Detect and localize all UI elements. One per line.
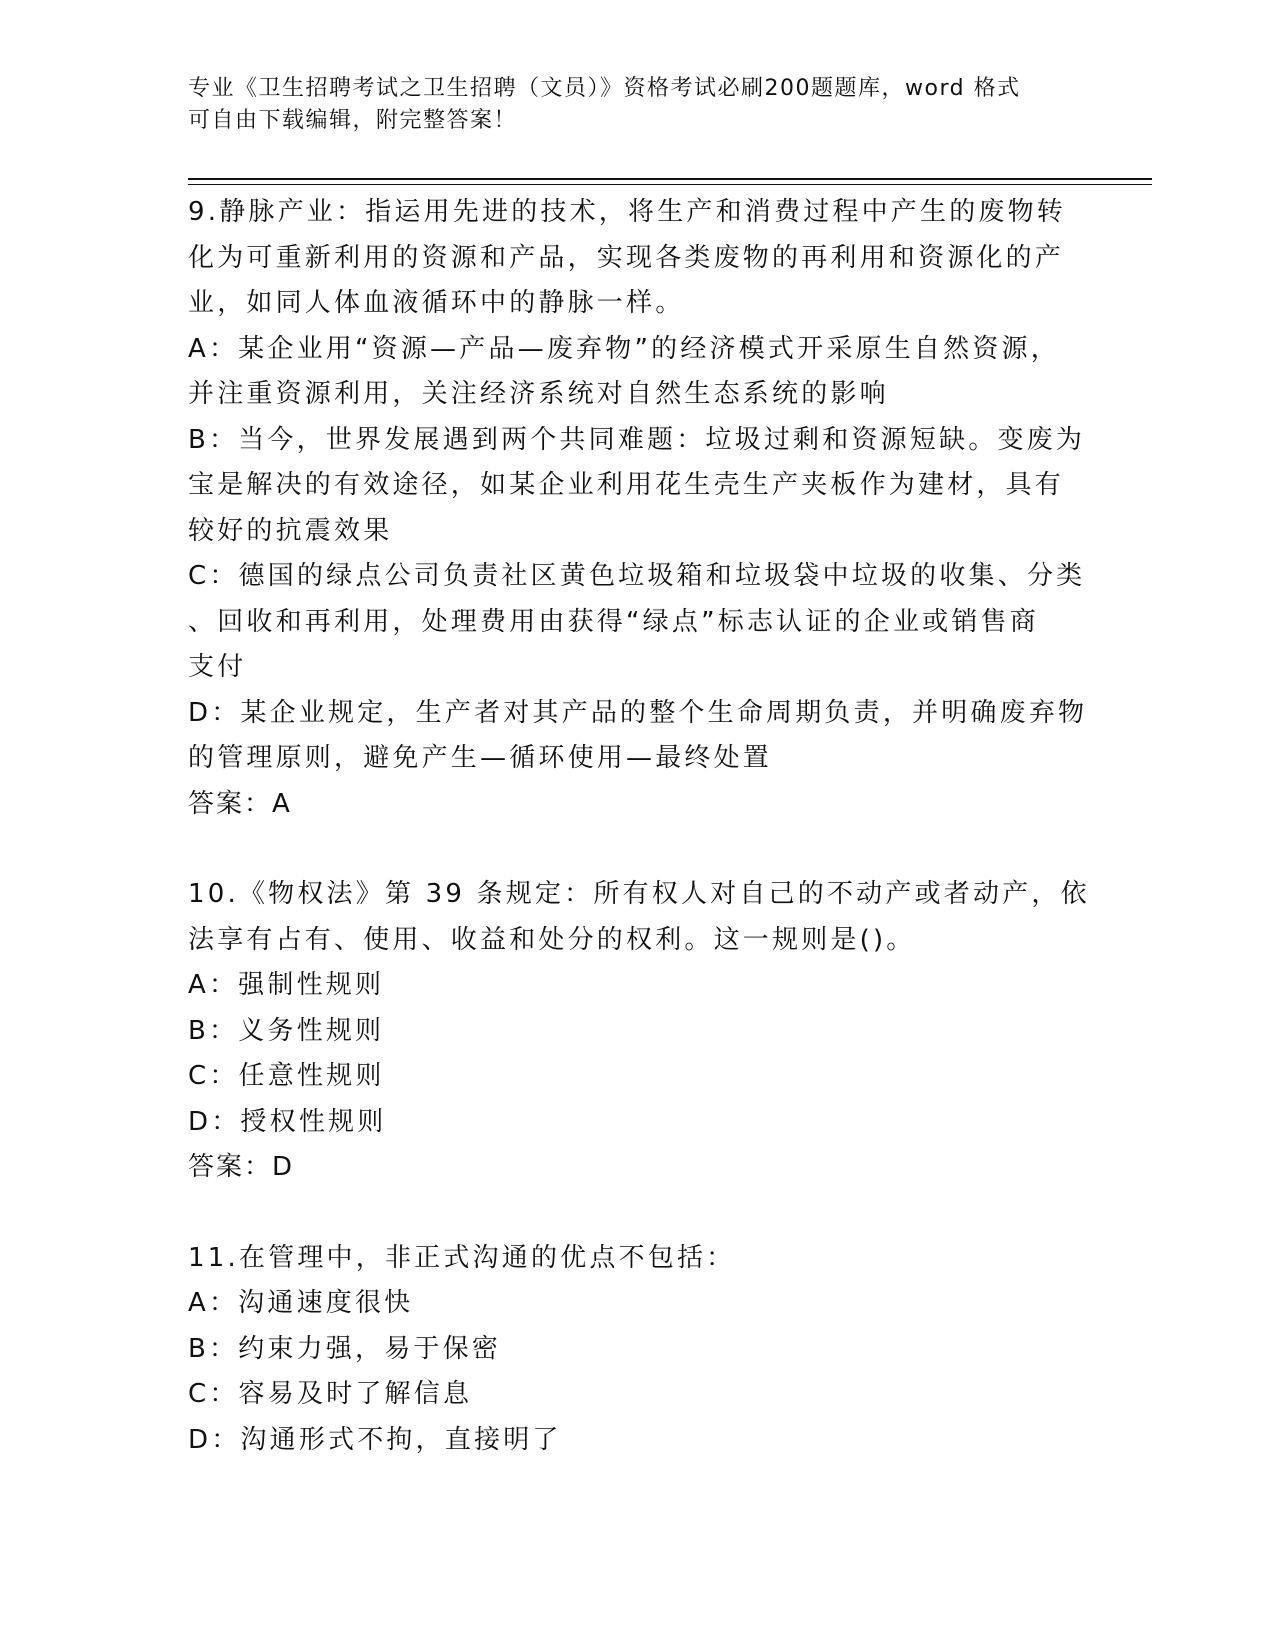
header-title-line-1: 专业《卫生招聘考试之卫生招聘（文员）》资格考试必刷200题题库，word 格式 bbox=[188, 76, 1021, 101]
question-list bbox=[188, 190, 1090, 1463]
option-b-line: 宝是解决的有效途径，如某企业利用花生壳生产夹板作为建材，具有 bbox=[188, 470, 1065, 500]
header-divider-thin bbox=[188, 184, 1152, 185]
option-b-line: B：约束力强，易于保密 bbox=[188, 1333, 502, 1364]
question-text-line: 11.在管理中，非正式沟通的优点不包括： bbox=[188, 1242, 736, 1273]
question-11 bbox=[188, 1236, 1078, 1464]
question-9 bbox=[188, 190, 1088, 827]
header-title-line-2: 可自由下载编辑，附完整答案！ bbox=[188, 108, 518, 133]
option-c-line: C：德国的绿点公司负责社区黄色垃圾箱和垃圾袋中垃圾的收集、分类 bbox=[188, 561, 1086, 591]
option-b-line: B：当今，世界发展遇到两个共同难题：垃圾过剩和资源短缺。变废为 bbox=[188, 424, 1086, 455]
option-c-line: C：任意性规则 bbox=[188, 1061, 385, 1091]
option-c-line: 、回收和再利用，处理费用由获得“绿点”标志认证的企业或销售商 bbox=[188, 606, 1039, 637]
option-c-line: C：容易及时了解信息 bbox=[188, 1379, 473, 1409]
document-header bbox=[188, 73, 1088, 137]
question-text-line: 10.《物权法》第 39 条规定：所有权人对自己的不动产或者动产，依 bbox=[188, 879, 1090, 909]
header-divider-thick bbox=[188, 178, 1152, 180]
answer-label: 答案：A bbox=[188, 788, 292, 819]
option-c-line: 支付 bbox=[188, 652, 247, 682]
question-10 bbox=[188, 872, 1090, 1191]
option-b-line: 较好的抗震效果 bbox=[188, 515, 393, 546]
question-text-line: 9.静脉产业：指运用先进的技术，将生产和消费过程中产生的废物转 bbox=[188, 197, 1067, 227]
option-a-line: A：某企业用“资源—产品—废弃物”的经济模式开采原生自然资源， bbox=[188, 333, 1060, 364]
option-d-line: D：某企业规定，生产者对其产品的整个生命周期负责，并明确废弃物 bbox=[188, 697, 1088, 728]
answer-label: 答案：D bbox=[188, 1152, 295, 1182]
option-d-line: 的管理原则，避免产生—循环使用—最终处置 bbox=[188, 743, 773, 773]
option-a-line: A：强制性规则 bbox=[188, 970, 385, 1000]
question-text-line: 业，如同人体血液循环中的静脉一样。 bbox=[188, 288, 685, 318]
option-b-line: B：义务性规则 bbox=[188, 1015, 385, 1046]
question-text-line: 化为可重新利用的资源和产品，实现各类废物的再利用和资源化的产 bbox=[188, 242, 1065, 273]
question-text-line: 法享有占有、使用、收益和处分的权利。这一规则是()。 bbox=[188, 924, 916, 955]
option-a-line: 并注重资源利用，关注经济系统对自然生态系统的影响 bbox=[188, 379, 889, 409]
option-d-line: D：授权性规则 bbox=[188, 1106, 387, 1137]
option-d-line: D：沟通形式不拘，直接明了 bbox=[188, 1424, 562, 1455]
option-a-line: A：沟通速度很快 bbox=[188, 1288, 414, 1318]
